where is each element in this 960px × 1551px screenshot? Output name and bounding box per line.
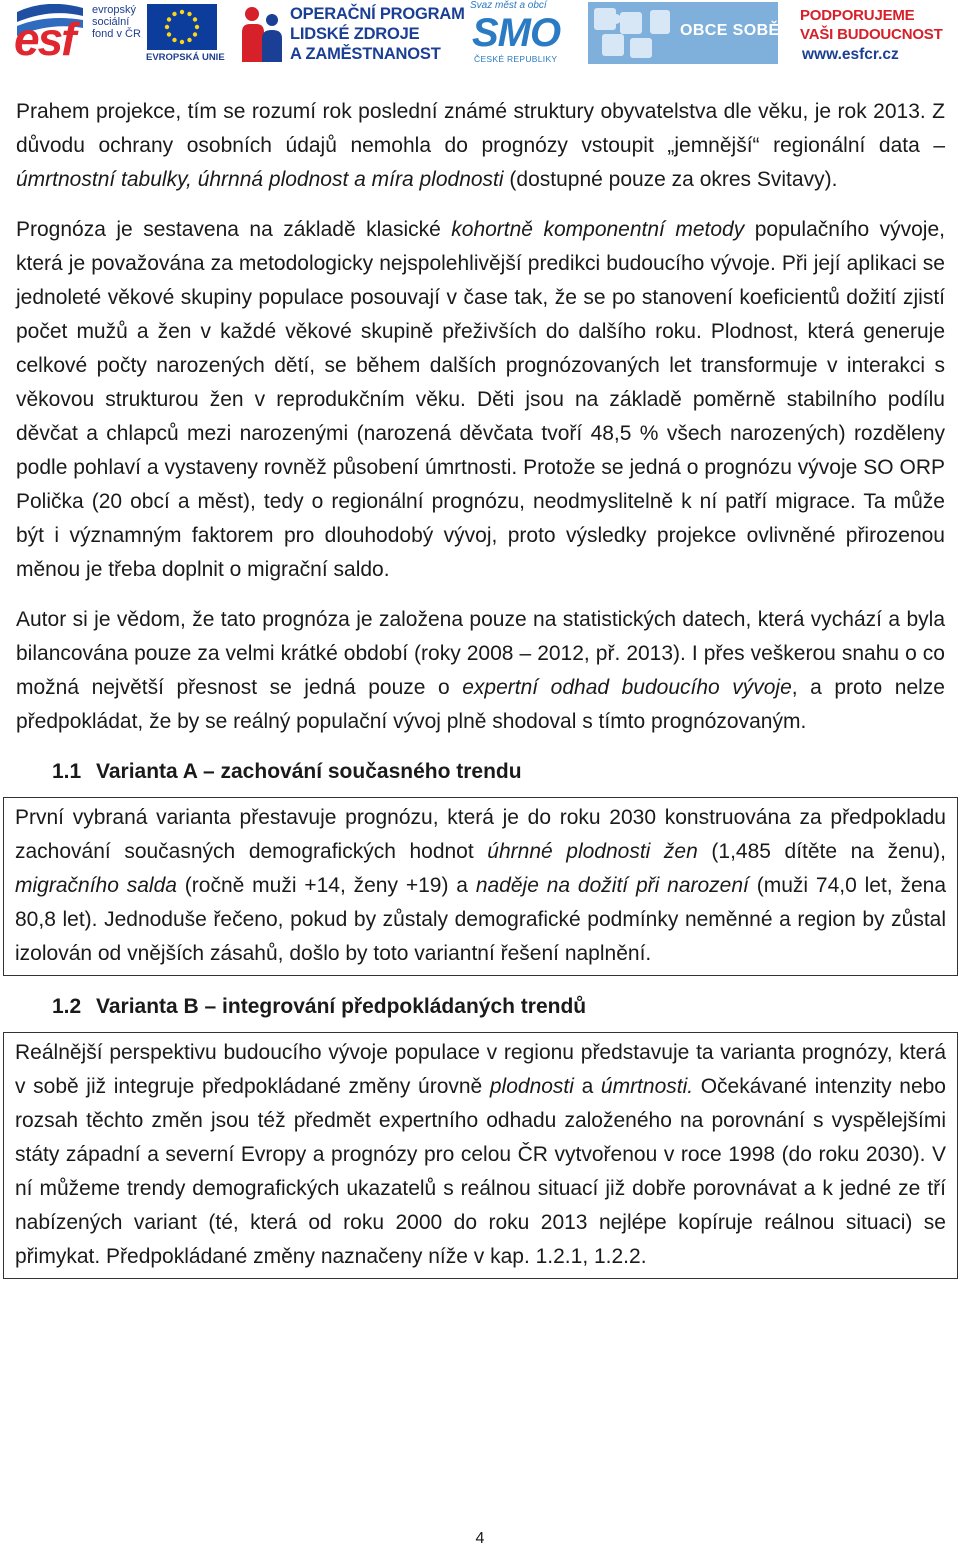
italic-run: úhrnné plodnosti žen: [487, 840, 698, 863]
support-slogan-line: VAŠI BUDOUCNOST: [800, 26, 943, 43]
text-run: (ročně muži +14, ženy +19) a: [176, 874, 476, 897]
page-number: 4: [475, 1530, 485, 1547]
italic-run: úmrtnosti.: [600, 1075, 694, 1098]
op-program-line: OPERAČNÍ PROGRAM: [290, 5, 465, 23]
text-run: (muži 74,0 let, žena 80,8 let). Jednoduše řečeno, pokud by zůstaly demografické podmínky neměnné a region by zůstal izolován od vnějších zásahů, došlo by toto variantní řešení naplnění.: [15, 874, 947, 965]
smo-tagline: Svaz měst a obcí: [470, 0, 547, 11]
italic-run: plodnosti: [489, 1075, 574, 1098]
op-program-title: [290, 4, 465, 64]
text-run: (1,485 dítěte na ženu),: [697, 840, 946, 863]
esf-caption-line: evropský: [92, 4, 137, 16]
text-run: a: [573, 1075, 601, 1098]
esf-caption-line: sociální: [92, 16, 130, 28]
esf-caption-line: fond v ČR: [92, 28, 141, 40]
eu-flag-icon: [147, 4, 217, 50]
op-program-line: LIDSKÉ ZDROJE: [290, 25, 420, 43]
text-run: Reálnější perspektivu budoucího vývoje populace v regionu představuje ta varianta prognózy, která v sobě již integruje předpokládané změny úrovně: [15, 1041, 946, 1098]
section-title: Varianta B – integrování předpokládaných trendů: [96, 995, 587, 1018]
italic-run: úmrtnostní tabulky, úhrnná plodnost a míra plodnosti: [16, 168, 504, 191]
italic-run: expertní odhad budoucího vývoje: [462, 676, 792, 699]
smo-wordmark: SMO: [472, 11, 561, 55]
paragraph-variant-b: [15, 1036, 946, 1274]
text-run: Prognóza je sestavena na základě klasické: [16, 218, 452, 241]
section-number: 1.2: [52, 995, 82, 1018]
support-slogan-line: PODPORUJEME: [800, 7, 915, 24]
esf-caption: [92, 4, 141, 40]
esf-wordmark: esf: [14, 13, 75, 65]
section-title: Varianta A – zachování současného trendu: [96, 760, 522, 783]
paragraph-methodology: [16, 213, 945, 587]
text-run: Autor si je vědom, že tato prognóza je založena pouze na statistických datech, která vychází a byla bilancována pouze za velmi krátké období (roky 2008 – 2012, př. 2013). I přes veškerou snahu o co možná největší přesnost se jedná pouze o: [16, 608, 945, 699]
smo-subtitle: ČESKÉ REPUBLIKY: [474, 54, 558, 64]
section-heading-variant-a: [16, 755, 945, 789]
op-figure-icon: [240, 4, 284, 62]
italic-run: naděje na dožití při narození: [475, 874, 749, 897]
text-run: , a proto nelze předpokládat, že by se reálný populační vývoj plně shodoval s tímto prognózovaným.: [16, 676, 945, 733]
obce-sobe-label: OBCE SOBĚ: [680, 22, 780, 39]
variant-a-box: [3, 797, 958, 976]
esf-website-link[interactable]: www.esfcr.cz: [802, 46, 899, 63]
paragraph-projection-base: [16, 95, 945, 197]
document-body: [16, 95, 945, 1293]
paragraph-author-disclaimer: [16, 603, 945, 739]
italic-run: kohortně komponentní metody: [451, 218, 745, 241]
text-run: Očekávané intenzity nebo rozsah těchto změn jsou též předmět expertního odhadu založeného na porovnání s vyspělejšími státy západní a severní Evropy a prognózy pro celou ČR vytvořenou v roce 1998 (do roku 2030). V ní můžeme trendy demografických ukazatelů s reálnou situací již dobře porovnávat a k jedné ze tří nabízených variant (té, která od roku 2000 do roku 2013 nejlépe kopíruje reálnou situaci) se přimykat. Předpokládané změny naznačeny níže v kap. 1.2.1, 1.2.2.: [15, 1075, 946, 1268]
eu-caption: EVROPSKÁ UNIE: [146, 52, 225, 63]
section-heading-variant-b: [16, 990, 945, 1024]
support-slogan: [800, 6, 943, 44]
variant-b-box: [3, 1032, 958, 1279]
section-number: 1.1: [52, 760, 82, 783]
text-run: populačního vývoje, která je považována za metodologicky nejspolehlivější predikci budoucího vývoje. Při její aplikaci se jednoleté věkové skupiny populace posouvají v čase tak, že se po stanovení koeficientů dožití zjistí počet mužů a žen v každé věkové skupině přeživších do dalšího roku. Plodnost, která generuje celkové počty narozených dětí, se během dalších prognózovaných let transformuje v interakci s věkovou strukturou žen v reprodukčním věku. Děti jsou na základě poměrně stabilního podílu děvčat a chlapců mezi narozenými (narozená děvčata tvoří 48,5 % všech narozených) rozděleny podle pohlaví a vystaveny rovněž působení úmrtnosti. Protože se jedná o prognózu vývoje SO ORP Polička (20 obcí a měst), tedy o regionální prognózu, neodmyslitelně k ní patří migrace. Ta může být i významným faktorem pro dlouhodobý vývoj, proto výsledky projekce ovlivněné přirozenou měnou je třeba doplnit o migrační saldo.: [16, 218, 945, 581]
logo-header: [0, 0, 960, 72]
text-run: První vybraná varianta přestavuje prognózu, která je do roku 2030 konstruována za předpokladu zachování současných demografických hodnot: [15, 806, 946, 863]
op-program-line: A ZAMĚSTNANOST: [290, 45, 441, 63]
paragraph-variant-a: [15, 801, 946, 971]
text-run: (dostupné pouze za okres Svitavy).: [503, 168, 838, 191]
italic-run: migračního salda: [15, 874, 177, 897]
text-run: Prahem projekce, tím se rozumí rok poslední známé struktury obyvatelstva dle věku, je rok 2013. Z důvodu ochrany osobních údajů nemohla do prognózy vstoupit „jemnější“ regionální data –: [16, 100, 945, 157]
